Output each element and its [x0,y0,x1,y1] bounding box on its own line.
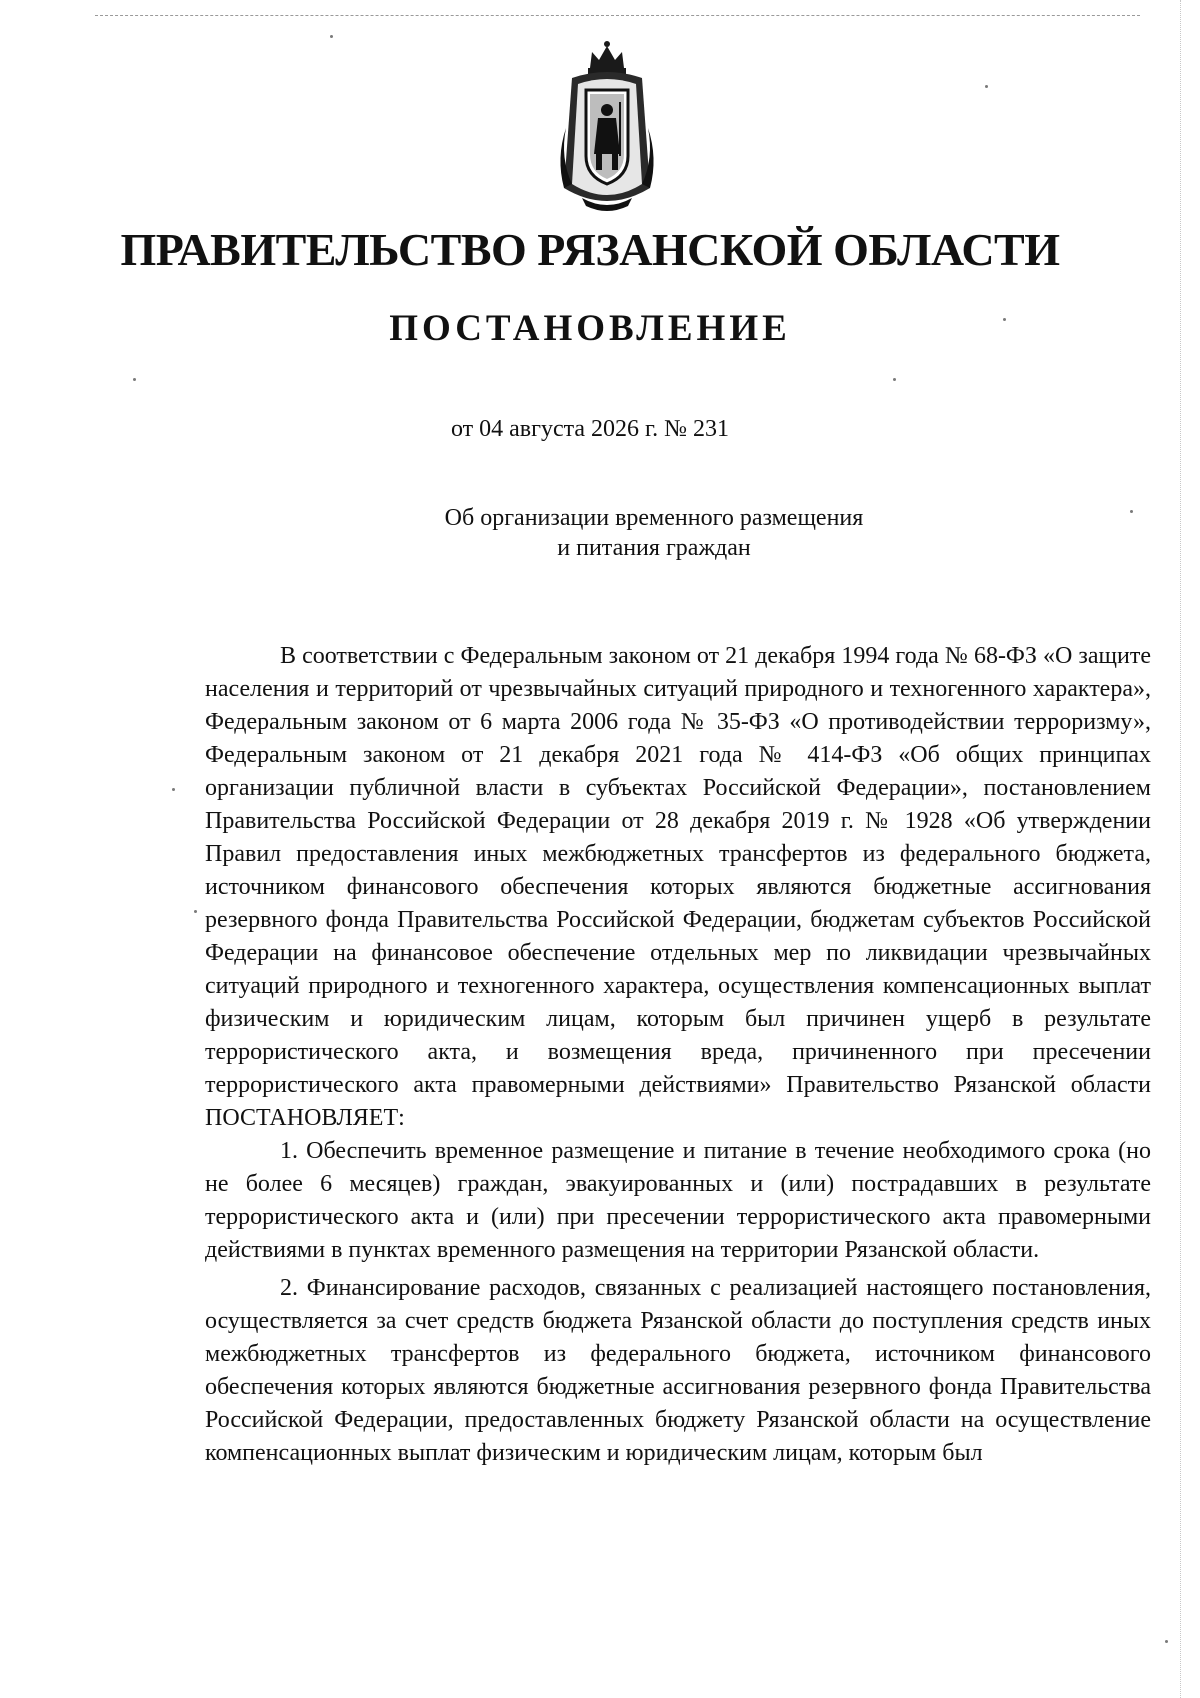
scan-speck [330,35,333,38]
document-body [205,640,1151,1470]
item-1-paragraph: 1. Обеспечить временное размещение и питание в течение необходимого срока (но не более 6 месяцев) граждан, эвакуированных и (или) пострадавших в результате террористического акта и (или) при пресечении террористического акта правомерными действиями в пунктах временного размещения на территории Рязанской области. [205,1138,1151,1263]
document-type: ПОСТАНОВЛЕНИЕ [389,308,791,349]
government-name: ПРАВИТЕЛЬСТВО РЯЗАНСКОЙ ОБЛАСТИ [120,224,1060,275]
preamble-paragraph: В соответствии с Федеральным законом от 21 декабря 1994 года № 68-ФЗ «О защите населения и территорий от чрезвычайных ситуаций природного и техногенного характера», Федеральным законом от 6 марта 2006 года № 35-ФЗ «О противодействии терроризму», Федеральным законом от 21 декабря 2021 года № 414-ФЗ «Об общих принципах организации публичной власти в субъектах Российской Федерации», постановлением Правительства Российской Федерации от 28 декабря 2019 г. № 1928 «Об утверждении Правил предоставления иных межбюджетных трансфертов из федерального бюджета, источником финансового обеспечения которых являются бюджетные ассигнования резервного фонда Правительства Российской Федерации, бюджетам субъектов Российской Федерации на финансовое обеспечение отдельных мер по ликвидации чрезвычайных ситуаций природного и техногенного характера, осуществления компенсационных выплат физическим и юридическим лицам, которым был причинен ущерб в результате террористического акта, и возмещения вреда, причиненного при пресечении террористического акта правомерными действиями» Правительство Рязанской области ПОСТАНОВЛЯЕТ: [205,643,1151,1131]
document-title-line-1: Об организации временного размещения [444,505,864,531]
scan-top-edge [95,15,1140,16]
scan-speck [985,85,988,88]
item-2-paragraph: 2. Финансирование расходов, связанных с реализацией настоящего постановления, осуществляется за счет средств бюджета Рязанской области до поступления средств иных межбюджетных трансфертов из федерального бюджета, источником финансового обеспечения которых являются бюджетные ассигнования резервного фонда Правительства Российской Федерации, предоставленных бюджету Рязанской области на осуществление компенсационных выплат физическим и юридическим лицам, которым был [205,1275,1151,1466]
scan-right-edge [1180,0,1181,1698]
scan-speck [1165,1640,1168,1643]
document-title-line-2: и питания граждан [557,535,751,561]
document-date-number: от 04 августа 2026 г. № 231 [450,416,730,442]
scan-speck [194,910,197,913]
document-title [384,503,924,563]
ryazan-coat-of-arms-icon [552,38,662,214]
scan-speck [1003,318,1006,321]
scan-speck [1130,510,1133,513]
scan-speck [172,788,175,791]
scan-speck [133,378,136,381]
scan-speck [893,378,896,381]
